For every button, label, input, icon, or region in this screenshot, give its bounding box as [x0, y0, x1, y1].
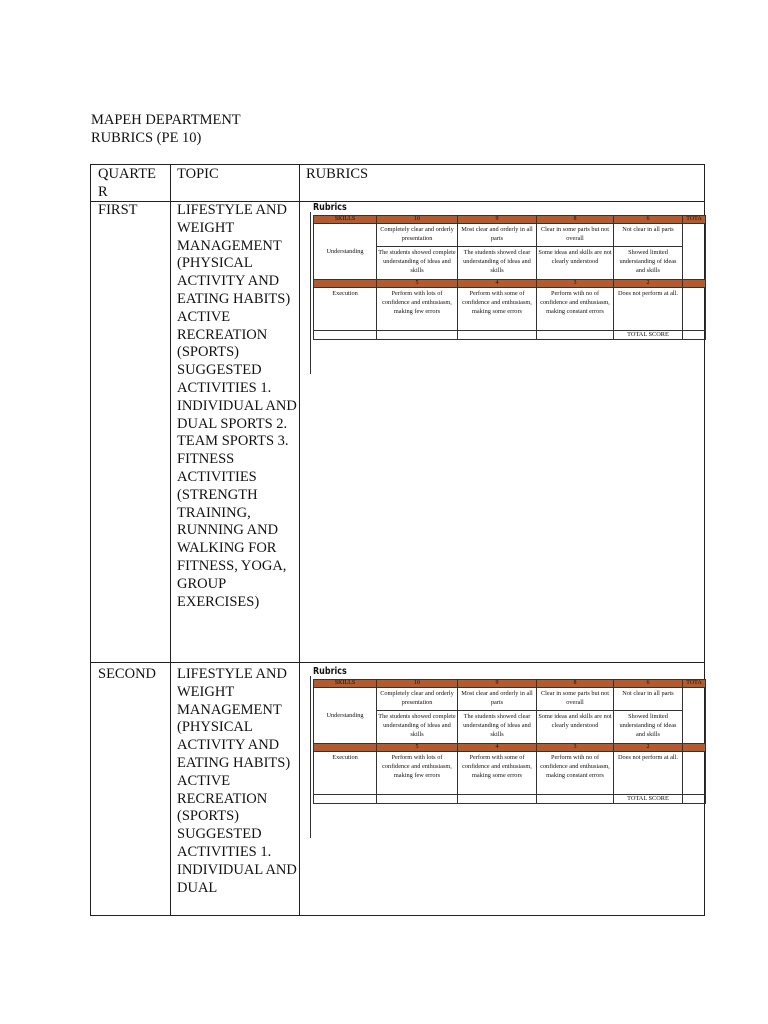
rubric-cell: Perform with lots of confidence and enthusiasm, making few errors: [377, 288, 458, 331]
rubric-side-line: [310, 676, 311, 838]
rubric-bar-cell: 8: [537, 216, 614, 224]
rubric-cell: [377, 331, 458, 340]
rubric-bar-cell: TOTA: [683, 680, 706, 688]
rubric-cell: Some ideas and skills are not clearly understood: [537, 247, 614, 280]
rubric-bar-cell: 10: [377, 216, 458, 224]
rubric-cell: The students showed clear understanding of ideas and skills: [458, 711, 537, 744]
rubric-cell: [314, 331, 377, 340]
row-topic-first: LIFESTYLE AND WEIGHT MANAGEMENT (PHYSICAL ACTIVITY AND EATING HABITS) ACTIVE RECREATION (SPORTS) SUGGESTED ACTIVITIES 1. INDIVIDUAL AND DUAL SPORTS 2. TEAM SPORTS 3. FITNESS ACTIVITIES (STRENGTH TRAINING, RUNNING AND WALKING FOR FITNESS, YOGA, GROUP EXERCISES): [177, 202, 297, 610]
rubric-row: [314, 224, 706, 247]
rubric-cell: Showed limited understanding of ideas and skills: [614, 247, 683, 280]
rubric-cell: Clear in some parts but not overall: [537, 224, 614, 247]
rubric-total-cell: [683, 688, 706, 744]
rubric-bar-cell: 4: [458, 280, 537, 288]
rubric-bar-cell: SKILLS: [314, 216, 377, 224]
rubric-cell: Most clear and orderly in all parts: [458, 224, 537, 247]
rubric-score-bar: [314, 280, 706, 288]
rubric-row: [314, 752, 706, 795]
rubric-bar-cell: 3: [537, 280, 614, 288]
rubric-bar-cell: 4: [458, 744, 537, 752]
rubric-bar-cell: 6: [614, 680, 683, 688]
rubric-cell: [377, 795, 458, 804]
rubric-total-row: [314, 795, 706, 804]
row-divider: [91, 662, 704, 663]
rubric-label-understanding: Understanding: [314, 224, 377, 280]
rubric-cell: Clear in some parts but not overall: [537, 688, 614, 711]
rubric-bar-cell: 8: [537, 680, 614, 688]
rubric-header-bar: [314, 216, 706, 224]
rubric-total-cell: [683, 795, 706, 804]
rubric-label-execution: Execution: [314, 752, 377, 795]
rubric-cell: The students showed clear understanding of ideas and skills: [458, 247, 537, 280]
rubric-total-cell: [683, 331, 706, 340]
department-title: MAPEH DEPARTMENT: [91, 112, 241, 128]
row-quarter-first: FIRST: [98, 202, 138, 218]
rubric-cell: Some ideas and skills are not clearly understood: [537, 711, 614, 744]
rubric-total-cell: [683, 224, 706, 280]
rubric-bar-cell: [314, 280, 377, 288]
rubric-grid: [313, 679, 706, 804]
rubric-bar-cell: 5: [377, 744, 458, 752]
header-topic: TOPIC: [177, 166, 219, 182]
column-divider: [299, 165, 300, 915]
document-header: [91, 111, 241, 147]
rubric-total-cell: [683, 288, 706, 331]
rubric-bar-cell: [683, 744, 706, 752]
rubric-title: Rubrics: [313, 666, 347, 677]
rubric-total-label: TOTAL SCORE: [614, 331, 683, 340]
rubric-cell: Completely clear and orderly presentation: [377, 224, 458, 247]
rubric-label-understanding: Understanding: [314, 688, 377, 744]
rubric-cell: [537, 795, 614, 804]
rubric-bar-cell: 10: [377, 680, 458, 688]
header-rubrics: RUBRICS: [306, 166, 369, 182]
rubric-cell: Most clear and orderly in all parts: [458, 688, 537, 711]
rubric-cell: Completely clear and orderly presentation: [377, 688, 458, 711]
rubric-cell: Perform with no of confidence and enthusiasm, making constant errors: [537, 288, 614, 331]
rubric-bar-cell: 2: [614, 280, 683, 288]
rubric-side-line: [310, 212, 311, 374]
rubric-bar-cell: [683, 280, 706, 288]
rubric-bar-cell: 2: [614, 744, 683, 752]
rubric-cell: Does not perform at all.: [614, 288, 683, 331]
rubric-cell: [458, 331, 537, 340]
rubric-cell: The students showed complete understanding of ideas and skills: [377, 247, 458, 280]
rubric-title: Rubrics: [313, 202, 347, 213]
rubric-total-row: [314, 331, 706, 340]
rubric-cell: Not clear in all parts: [614, 688, 683, 711]
rubric-cell: [314, 795, 377, 804]
column-divider: [170, 165, 171, 915]
rubric-cell: Perform with some of confidence and enthusiasm, making some errors: [458, 288, 537, 331]
rubric-bar-cell: SKILLS: [314, 680, 377, 688]
rubric-score-bar: [314, 744, 706, 752]
rubric-bar-cell: TOTA: [683, 216, 706, 224]
row-quarter-second: SECOND: [98, 666, 157, 682]
rubric-row: [314, 288, 706, 331]
rubric-cell: [458, 795, 537, 804]
rubric-cell: [537, 331, 614, 340]
rubric-header-bar: [314, 680, 706, 688]
rubric-cell: Perform with no of confidence and enthusiasm, making constant errors: [537, 752, 614, 795]
rubric-cell: Does not perform at all.: [614, 752, 683, 795]
header-quarter: QUARTE R: [98, 166, 156, 200]
rubric-bar-cell: 5: [377, 280, 458, 288]
rubric-cell: Perform with some of confidence and enthusiasm, making some errors: [458, 752, 537, 795]
rubric-total-label: TOTAL SCORE: [614, 795, 683, 804]
rubric-bar-cell: 9: [458, 680, 537, 688]
rubric-label-execution: Execution: [314, 288, 377, 331]
rubric-bar-cell: [314, 744, 377, 752]
document-subtitle: RUBRICS (PE 10): [91, 130, 202, 146]
rubric-grid: [313, 215, 706, 340]
rubric-cell: The students showed complete understanding of ideas and skills: [377, 711, 458, 744]
rubric-bar-cell: 3: [537, 744, 614, 752]
rubric-cell: Not clear in all parts: [614, 224, 683, 247]
rubric-total-cell: [683, 752, 706, 795]
rubric-bar-cell: 6: [614, 216, 683, 224]
row-topic-second: LIFESTYLE AND WEIGHT MANAGEMENT (PHYSICAL ACTIVITY AND EATING HABITS) ACTIVE RECREATION (SPORTS) SUGGESTED ACTIVITIES 1. INDIVIDUAL AND DUAL: [177, 666, 297, 896]
rubric-row: [314, 688, 706, 711]
rubric-cell: Showed limited understanding of ideas and skills: [614, 711, 683, 744]
rubric-cell: Perform with lots of confidence and enthusiasm, making few errors: [377, 752, 458, 795]
rubric-bar-cell: 9: [458, 216, 537, 224]
